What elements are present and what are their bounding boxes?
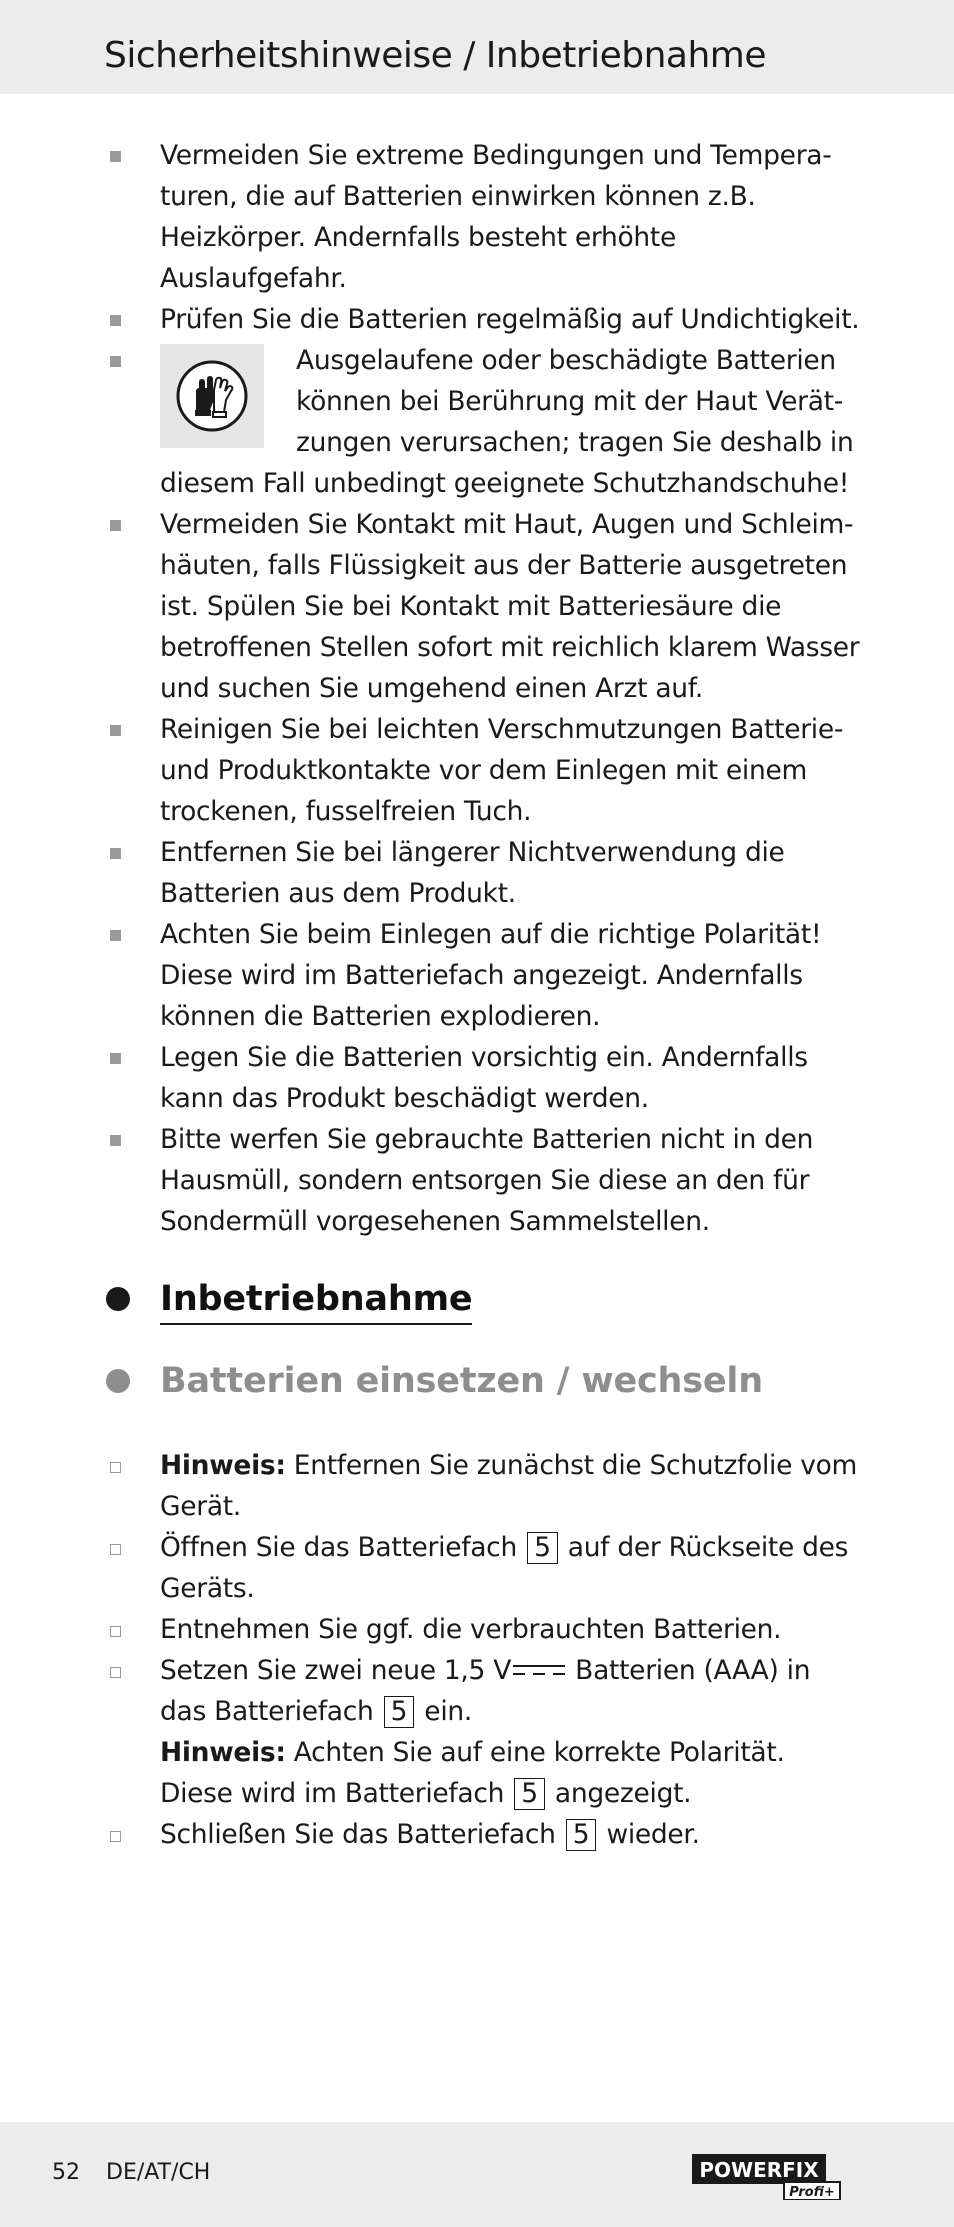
section-heading-batterien: Batterien einsetzen / wechseln bbox=[104, 1359, 763, 1403]
section-heading-inbetriebnahme: Inbetriebnahme bbox=[104, 1277, 472, 1321]
list-item: Schließen Sie das Batteriefach 5 wieder. bbox=[104, 1814, 864, 1855]
list-item: Vermeiden Sie Kontakt mit Haut, Augen und Schleimhäuten, falls Flüssigkeit aus der Batterie ausgetreten ist. Spülen Sie bei Kontakt mit Batteriesäure die betroffenen Stellen sofort mit reichlich klarem Wasser und suchen Sie umgehend einen Arzt auf. bbox=[104, 504, 864, 709]
bullet-dot-icon bbox=[106, 1287, 130, 1311]
logo-main-text: POWERFIX bbox=[699, 2158, 819, 2182]
list-item: Entnehmen Sie ggf. die verbrauchten Batterien. bbox=[104, 1609, 864, 1650]
safety-list bbox=[104, 135, 864, 1242]
bullet-dot-icon bbox=[106, 1369, 130, 1393]
powerfix-logo bbox=[692, 2154, 852, 2200]
note-label: Hinweis: bbox=[160, 1450, 286, 1481]
list-item: Vermeiden Sie extreme Bedingungen und Temperaturen, die auf Batterien einwirken können z.B. Heizkörper. Andernfalls besteht erhöhte Auslaufgefahr. bbox=[104, 135, 864, 299]
note-label: Hinweis: bbox=[160, 1737, 286, 1768]
list-item bbox=[104, 340, 864, 504]
direct-current-symbol-icon bbox=[513, 1665, 565, 1679]
region-codes: DE/AT/CH bbox=[106, 2160, 211, 2185]
list-item: Legen Sie die Batterien vorsichtig ein. Andernfalls kann das Produkt beschädigt werden. bbox=[104, 1037, 864, 1119]
list-item: Setzen Sie zwei neue 1,5 V Batterien (AAA) in das Batteriefach 5 ein. Hinweis: Achten Sie auf eine korrekte Polarität. Diese wird im Batteriefach 5 angezeigt. bbox=[104, 1650, 864, 1814]
list-item: Achten Sie beim Einlegen auf die richtige Polarität! Diese wird im Batteriefach angezeigt. Andernfalls können die Batterien explodieren. bbox=[104, 914, 864, 1037]
page-title: Sicherheitshinweise / Inbetriebnahme bbox=[104, 35, 767, 76]
list-item: Bitte werfen Sie gebrauchte Batterien nicht in den Hausmüll, sondern entsorgen Sie diese an den für Sondermüll vorgesehenen Sammelstellen. bbox=[104, 1119, 864, 1242]
list-item: Reinigen Sie bei leichten Verschmutzungen Batterie- und Produktkontakte vor dem Einlegen mit einem trockenen, fusselfreien Tuch. bbox=[104, 709, 864, 832]
part-reference: 5 bbox=[514, 1778, 545, 1810]
glove-warning-text: Ausgelaufene oder beschädigte Batterien können bei Berührung mit der Haut Verätzungen verursachen; tragen Sie deshalb in diesem Fall unbedingt geeignete Schutzhandschuhe! bbox=[160, 345, 854, 499]
list-item: Hinweis: Entfernen Sie zunächst die Schutzfolie vom Gerät. bbox=[104, 1445, 864, 1527]
list-item: Entfernen Sie bei längerer Nichtverwendung die Batterien aus dem Produkt. bbox=[104, 832, 864, 914]
page-content bbox=[104, 135, 864, 1850]
page-number: 52 bbox=[52, 2160, 80, 2185]
logo-sub-text: Profi+ bbox=[789, 2185, 835, 2200]
page-header bbox=[0, 0, 954, 94]
list-item: Öffnen Sie das Batteriefach 5 auf der Rückseite des Geräts. bbox=[104, 1527, 864, 1609]
part-reference: 5 bbox=[384, 1696, 415, 1728]
page-footer bbox=[0, 2122, 954, 2227]
part-reference: 5 bbox=[527, 1532, 558, 1564]
list-item: Prüfen Sie die Batterien regelmäßig auf Undichtigkeit. bbox=[104, 299, 864, 340]
steps-list bbox=[104, 1445, 864, 1855]
part-reference: 5 bbox=[566, 1819, 597, 1851]
protective-gloves-icon bbox=[160, 344, 264, 448]
